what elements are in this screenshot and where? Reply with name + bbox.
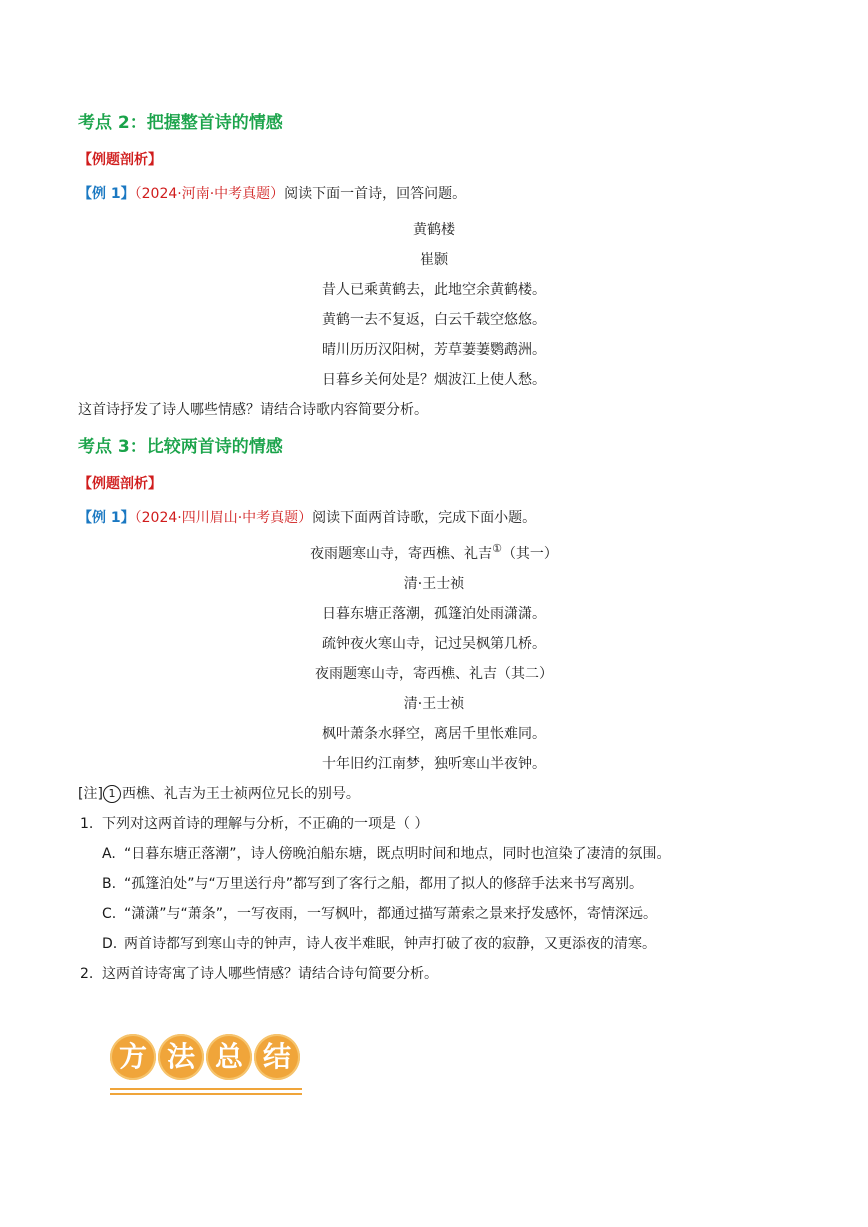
section-2-question: 这首诗抒发了诗人哪些情感？请结合诗歌内容简要分析。 xyxy=(78,402,428,418)
footnote-prefix: [注] xyxy=(78,786,103,802)
option-text: 两首诗都写到寒山寺的钟声，诗人夜半难眠，钟声打破了夜的寂静，又更添夜的清寒。 xyxy=(124,936,656,952)
section-3-example-line xyxy=(78,507,536,527)
section-3-subtitle: 【例题剖析】 xyxy=(78,476,162,492)
poem1-title-text: 夜雨题寒山寺，寄西樵、礼吉 xyxy=(310,546,493,562)
example-source: （2024·四川眉山·中考真题） xyxy=(134,510,313,526)
option-label: D. xyxy=(102,936,118,952)
option-text: “日暮东塘正落潮”，诗人傍晚泊船东塘，既点明时间和地点，同时也渲染了凄清的氛围。 xyxy=(124,846,671,862)
banner-char: 方 xyxy=(110,1034,156,1080)
option-c xyxy=(102,903,657,923)
footnote-text: 西樵、礼吉为王士祯两位兄长的别号。 xyxy=(121,786,360,802)
question-number: 2. xyxy=(80,966,94,982)
poem-title: 黄鹤楼 xyxy=(413,222,455,238)
poem-line: 疏钟夜火寒山寺，记过吴枫第几桥。 xyxy=(322,636,546,652)
option-label: C. xyxy=(102,906,117,922)
method-summary-banner xyxy=(110,1034,302,1104)
question-1 xyxy=(80,813,428,833)
poem-author: 崔颢 xyxy=(420,252,448,268)
question-text: 下列对这两首诗的理解与分析，不正确的一项是（ ） xyxy=(102,816,429,832)
banner-underline xyxy=(110,1093,302,1095)
poem-line: 日暮乡关何处是？烟波江上使人愁。 xyxy=(322,372,546,388)
option-text: “潇潇”与“萧条”，一写夜雨，一写枫叶，都通过描写萧索之景来抒发感怀，寄情深远。 xyxy=(124,906,658,922)
example-tag: 【例 1】 xyxy=(78,186,135,202)
poem-line: 黄鹤一去不复返，白云千载空悠悠。 xyxy=(322,312,546,328)
option-d xyxy=(102,933,656,953)
banner-char: 总 xyxy=(206,1034,252,1080)
poem2-author: 清·王士祯 xyxy=(403,696,465,712)
option-label: B. xyxy=(102,876,117,892)
banner-char: 法 xyxy=(158,1034,204,1080)
example-tag: 【例 1】 xyxy=(78,510,135,526)
poem1-author: 清·王士祯 xyxy=(403,576,465,592)
footnote-circle: 1 xyxy=(103,785,121,803)
example-prompt: 阅读下面一首诗，回答问题。 xyxy=(284,186,467,202)
question-2 xyxy=(80,963,438,983)
question-text: 这两首诗寄寓了诗人哪些情感？请结合诗句简要分析。 xyxy=(102,966,438,982)
banner-underline xyxy=(110,1088,302,1090)
footnote-mark: ① xyxy=(492,542,502,556)
example-prompt: 阅读下面两首诗歌，完成下面小题。 xyxy=(312,510,537,526)
option-label: A. xyxy=(102,846,116,862)
section-2-title: 考点 2：把握整首诗的情感 xyxy=(78,113,283,133)
section-2-example-line xyxy=(78,183,466,203)
banner-char: 结 xyxy=(254,1034,300,1080)
section-2-subtitle: 【例题剖析】 xyxy=(78,152,162,168)
poem-line: 晴川历历汉阳树，芳草萋萋鹦鹉洲。 xyxy=(322,342,546,358)
poem1-title xyxy=(0,543,868,563)
poem1-title-suffix: （其一） xyxy=(501,546,558,562)
example-source: （2024·河南·中考真题） xyxy=(134,186,285,202)
question-number: 1. xyxy=(80,816,94,832)
option-b xyxy=(102,873,643,893)
poem2-title: 夜雨题寒山寺，寄西樵、礼吉（其二） xyxy=(315,666,553,682)
poem-line: 昔人已乘黄鹤去，此地空余黄鹤楼。 xyxy=(322,282,546,298)
section-3-title: 考点 3：比较两首诗的情感 xyxy=(78,437,283,457)
poem-line: 十年旧约江南梦，独听寒山半夜钟。 xyxy=(322,756,546,772)
poem-line: 枫叶萧条水驿空，离居千里怅难同。 xyxy=(322,726,546,742)
poem-line: 日暮东塘正落潮，孤篷泊处雨潇潇。 xyxy=(322,606,546,622)
option-text: “孤篷泊处”与“万里送行舟”都写到了客行之船，都用了拟人的修辞手法来书写离别。 xyxy=(124,876,644,892)
footnote xyxy=(78,783,360,803)
option-a xyxy=(102,843,671,863)
